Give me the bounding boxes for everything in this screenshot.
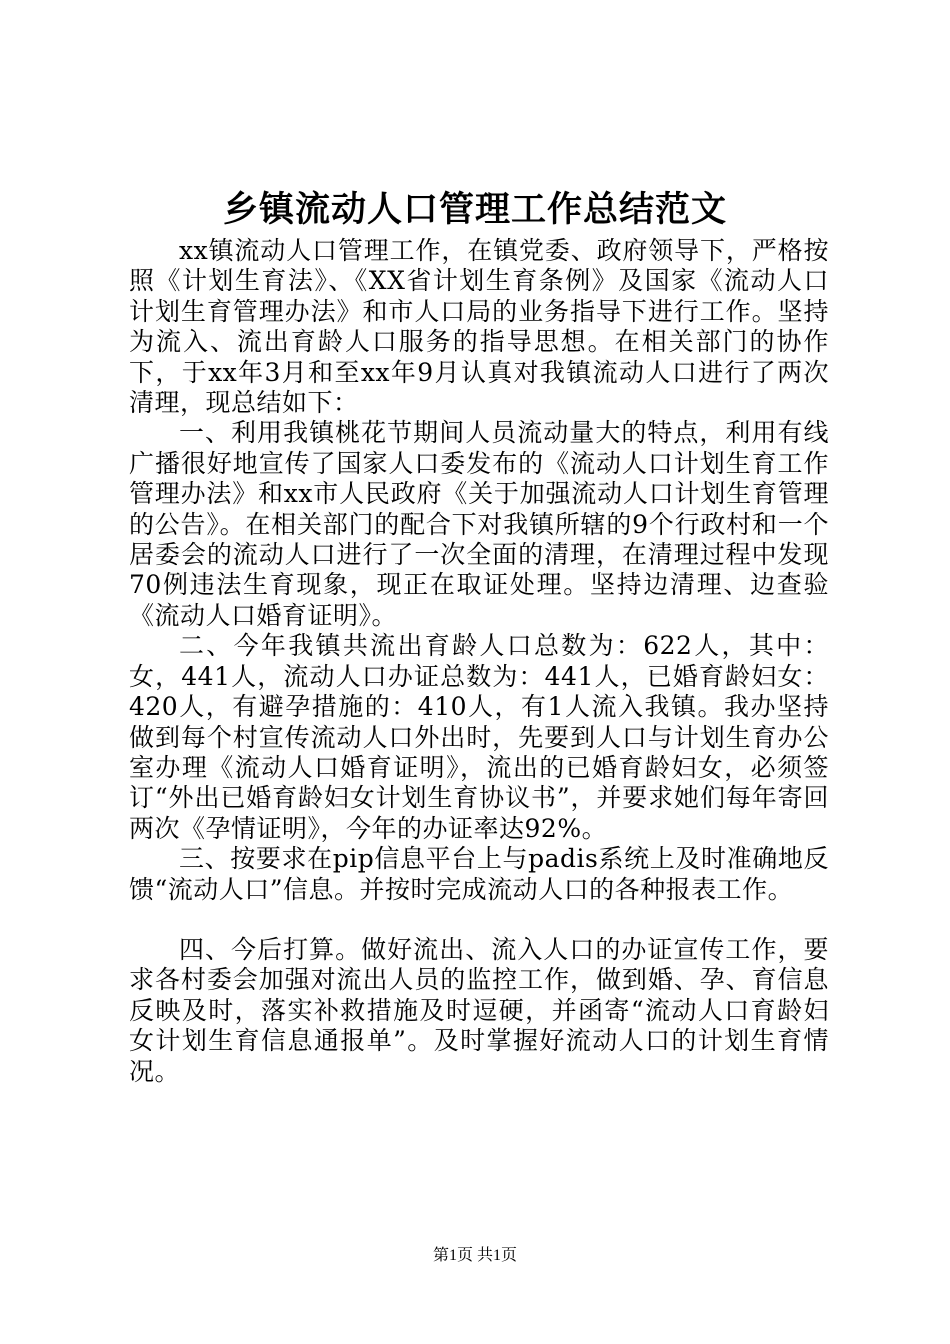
paragraph-section-4: 四、今后打算。做好流出、流入人口的办证宣传工作，要求各村委会加强对流出人员的监控工作，做到婚、孕、育信息反映及时，落实补救措施及时逗硬，并函寄“流动人口育龄妇女计划生育信息通报单”。及时掌握好流动人口的计划生育情况。	[129, 934, 829, 1086]
paragraph-intro: xx镇流动人口管理工作，在镇党委、政府领导下，严格按照《计划生育法》、《XX省计划生育条例》及国家《流动人口计划生育管理办法》和市人口局的业务指导下进行工作。坚持为流入、流出育龄人口服务的指导思想。在相关部门的协作下，于xx年3月和至xx年9月认真对我镇流动人口进行了两次清理，现总结如下：	[129, 236, 829, 418]
document-title: 乡镇流动人口管理工作总结范文	[222, 189, 727, 230]
paragraph-section-2: 二、今年我镇共流出育龄人口总数为：622人，其中：女，441人，流动人口办证总数为：441人，已婚育龄妇女：420人，有避孕措施的：410人，有1人流入我镇。我办坚持做到每个村宣传流动人口外出时，先要到人口与计划生育办公室办理《流动人口婚育证明》，流出的已婚育龄妇女，必须签订“外出已婚育龄妇女计划生育协议书”，并要求她们每年寄回两次《孕情证明》，今年的办证率达92%。	[129, 631, 829, 843]
paragraph-section-3: 三、按要求在pip信息平台上与padis系统上及时准确地反馈“流动人口”信息。并按时完成流动人口的各种报表工作。	[129, 844, 829, 904]
paragraph-section-1: 一、利用我镇桃花节期间人员流动量大的特点，利用有线广播很好地宣传了国家人口委发布的《流动人口计划生育工作管理办法》和xx市人民政府《关于加强流动人口计划生育管理的公告》。在相关部门的配合下对我镇所辖的9个行政村和一个居委会的流动人口进行了一次全面的清理，在清理过程中发现70例违法生育现象，现正在取证处理。坚持边清理、边查验《流动人口婚育证明》。	[129, 418, 829, 630]
page-footer: 第1页 共1页	[432, 1247, 517, 1264]
paragraph-spacer	[129, 905, 829, 935]
document-body	[129, 236, 829, 1087]
